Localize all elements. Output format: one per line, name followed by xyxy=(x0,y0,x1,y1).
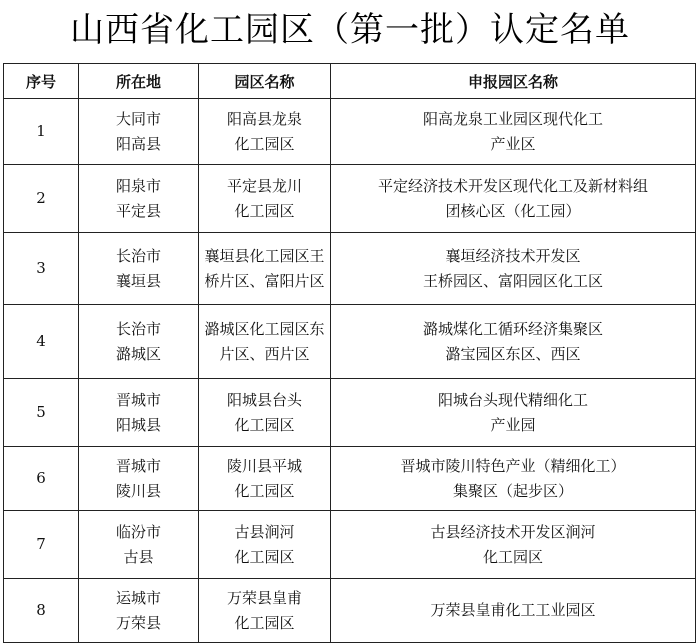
row-declared-name xyxy=(331,511,696,579)
row-park-name xyxy=(199,233,331,305)
park-name-line: 化工园区 xyxy=(234,613,295,632)
row-number: 2 xyxy=(4,165,79,233)
table-row xyxy=(4,511,696,579)
declared-name-line: 团核心区（化工园） xyxy=(445,201,581,220)
row-declared-name xyxy=(331,447,696,511)
declared-name-line: 晋城市陵川特色产业（精细化工） xyxy=(400,456,626,475)
location-city: 晋城市 xyxy=(115,456,161,475)
table-row xyxy=(4,379,696,447)
header-location: 所在地 xyxy=(79,64,199,99)
table-row xyxy=(4,579,696,643)
park-name-line: 片区、西片区 xyxy=(219,344,310,363)
row-location xyxy=(79,379,199,447)
row-location xyxy=(79,99,199,165)
location-city: 阳泉市 xyxy=(115,176,161,195)
declared-name-line: 化工园区 xyxy=(482,547,543,566)
row-park-name xyxy=(199,447,331,511)
park-name-line: 古县涧河 xyxy=(234,522,295,541)
location-county: 万荣县 xyxy=(115,613,161,632)
location-city: 大同市 xyxy=(115,109,161,128)
row-declared-name xyxy=(331,579,696,643)
declared-name-line: 阳高龙泉工业园区现代化工 xyxy=(422,109,603,128)
row-number: 8 xyxy=(4,579,79,643)
location-city: 长治市 xyxy=(115,319,161,338)
table-row xyxy=(4,233,696,305)
park-name-line: 襄垣县化工园区王 xyxy=(204,246,325,265)
park-name-line: 桥片区、富阳片区 xyxy=(204,271,325,290)
declared-name-line: 古县经济技术开发区涧河 xyxy=(430,522,596,541)
declared-name-line: 产业区 xyxy=(490,134,536,153)
row-park-name xyxy=(199,305,331,379)
table-row xyxy=(4,447,696,511)
park-name-line: 化工园区 xyxy=(234,201,295,220)
declared-name-line: 万荣县皇甫化工工业园区 xyxy=(430,601,596,619)
park-name-line: 潞城区化工园区东 xyxy=(204,319,325,338)
park-name-line: 化工园区 xyxy=(234,134,295,153)
row-location xyxy=(79,165,199,233)
row-number: 6 xyxy=(4,447,79,511)
park-list-table xyxy=(3,63,696,643)
row-declared-name xyxy=(331,99,696,165)
row-declared-name xyxy=(331,379,696,447)
row-number: 7 xyxy=(4,511,79,579)
page-title: 山西省化工园区（第一批）认定名单 xyxy=(70,10,630,50)
park-name-line: 万荣县皇甫 xyxy=(226,588,302,607)
location-county: 古县 xyxy=(123,547,154,566)
location-city: 长治市 xyxy=(115,246,161,265)
row-declared-name xyxy=(331,233,696,305)
table-row xyxy=(4,165,696,233)
declared-name-line: 潞宝园区东区、西区 xyxy=(445,344,581,363)
park-name-line: 阳城县台头 xyxy=(226,390,302,409)
table-row xyxy=(4,99,696,165)
row-location xyxy=(79,511,199,579)
row-number: 3 xyxy=(4,233,79,305)
location-city: 晋城市 xyxy=(115,390,161,409)
location-county: 阳城县 xyxy=(115,415,161,434)
park-name-line: 阳高县龙泉 xyxy=(226,109,302,128)
row-location xyxy=(79,305,199,379)
row-location xyxy=(79,447,199,511)
park-name-line: 陵川县平城 xyxy=(226,456,302,475)
location-county: 阳高县 xyxy=(115,134,161,153)
row-declared-name xyxy=(331,165,696,233)
row-number: 4 xyxy=(4,305,79,379)
row-park-name xyxy=(199,511,331,579)
row-location xyxy=(79,579,199,643)
location-county: 陵川县 xyxy=(115,481,161,500)
park-name-line: 化工园区 xyxy=(234,547,295,566)
location-city: 运城市 xyxy=(115,588,161,607)
location-city: 临汾市 xyxy=(115,522,161,541)
table-row xyxy=(4,305,696,379)
declared-name-line: 阳城台头现代精细化工 xyxy=(437,390,588,409)
row-park-name xyxy=(199,579,331,643)
location-county: 潞城区 xyxy=(115,344,161,363)
declared-name-line: 产业园 xyxy=(490,415,536,434)
row-park-name xyxy=(199,165,331,233)
row-location xyxy=(79,233,199,305)
row-number: 5 xyxy=(4,379,79,447)
location-county: 平定县 xyxy=(115,201,161,220)
row-park-name xyxy=(199,379,331,447)
header-park-name: 园区名称 xyxy=(199,64,331,99)
row-number: 1 xyxy=(4,99,79,165)
header-declared-name: 申报园区名称 xyxy=(331,64,696,99)
park-name-line: 化工园区 xyxy=(234,415,295,434)
park-name-line: 化工园区 xyxy=(234,481,295,500)
declared-name-line: 集聚区（起步区） xyxy=(452,481,573,500)
declared-name-line: 襄垣经济技术开发区 xyxy=(445,246,581,265)
declared-name-line: 王桥园区、富阳园区化工区 xyxy=(422,271,603,290)
declared-name-line: 潞城煤化工循环经济集聚区 xyxy=(422,319,603,338)
row-declared-name xyxy=(331,305,696,379)
header-number: 序号 xyxy=(4,64,79,99)
row-park-name xyxy=(199,99,331,165)
table-header-row xyxy=(4,64,696,99)
location-county: 襄垣县 xyxy=(115,271,161,290)
declared-name-line: 平定经济技术开发区现代化工及新材料组 xyxy=(377,176,648,195)
park-name-line: 平定县龙川 xyxy=(226,176,302,195)
